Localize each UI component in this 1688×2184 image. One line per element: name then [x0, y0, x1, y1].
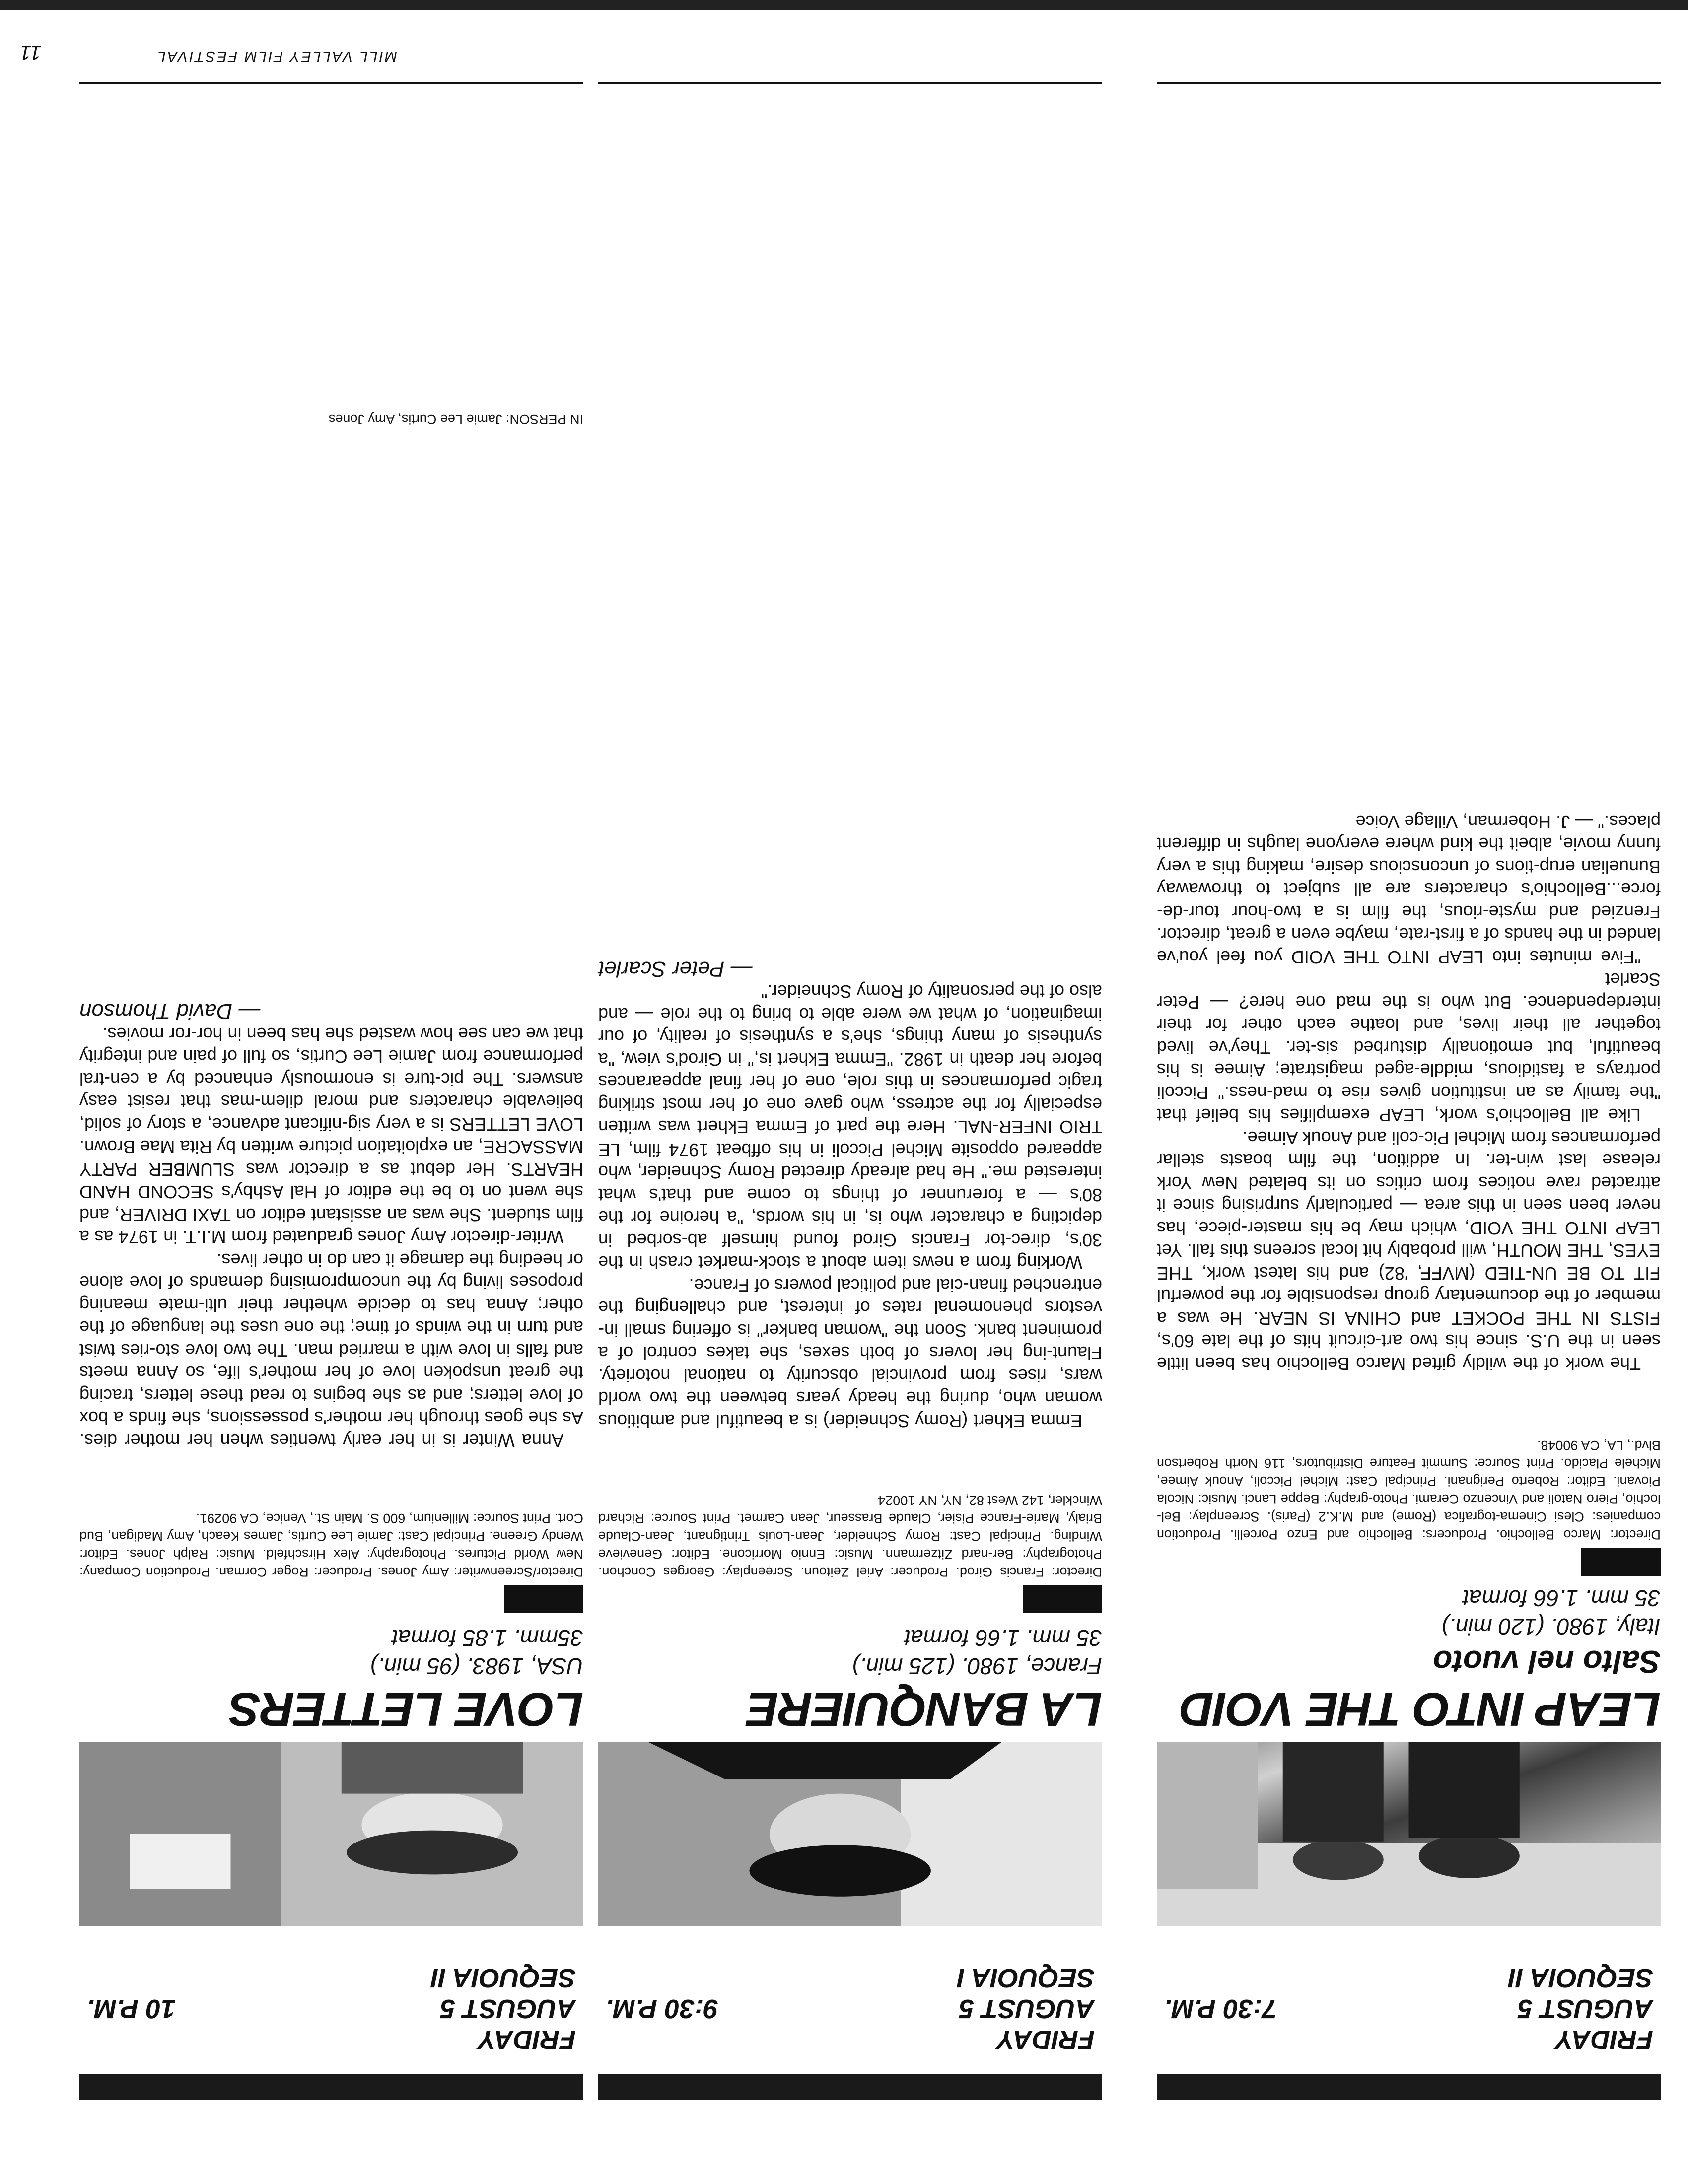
film-credits: Director: Marco Bellochio. Producers: Bellochio and Enzo Porcelli. Production companies: Clesi Cinema-tografica (Rome) and M.K.2 (Paris). Screenplay: Bel-lochio, Piero Natoli and Vincenzo Cerami. Photo-graphy: Beppe Lanci. Music: Nicola Piovani. Editor: Roberto Perignani. Principal Cast: Michel Piccoli, Anouk Aimee, Michele Placido. Print Source: Summit Feature Distributors, 116 North Robertson Blvd., LA, CA 90048.: [1157, 1438, 1661, 1542]
screening-venue: SEQUOIA II: [1508, 1963, 1653, 1993]
credits-marker: [504, 1585, 583, 1613]
column-rule: [79, 82, 583, 84]
screening-time: 10 P.M.: [87, 1994, 176, 2024]
screening-info: [606, 1963, 1095, 2055]
film-review: [79, 1000, 583, 1452]
film-title: LA BANQUIERE: [747, 1683, 1102, 1736]
review-paragraph: Writer-director Amy Jones graduated from M.I.T. in 1974 as a film student. She was an assistant editor on TAXI DRIVER, and she went on to be the editor of Hal Ashby's SECOND HAND HEARTS. Her debut as a director was SLUMBER PARTY MASSACRE, an exploitation picture written by Rita Mae Brown. LOVE LETTERS is a very sig-nificant advance, a story of solid, believable characters and moral dilem-mas that resist easy answers. The pic-ture is enormously enhanced by a cen-tral performance from Jamie Lee Curtis, so full of pain and integrity that we can see how wasted she has been in hor-ror movies.: [79, 1024, 583, 1248]
screening-time: 7:30 P.M.: [1164, 1994, 1277, 2024]
screening-time: 9:30 P.M.: [606, 1994, 719, 2024]
film-format: 35 mm. 1.66 format: [904, 1625, 1102, 1651]
review-paragraph: Emma Ekhert (Romy Schneider) is a beautiful and ambitious woman who, during the heady years between the two world wars, rises from provincial obscurity to national notoriety. Flaunt-ing her lovers of both sexes, she takes control of a prominent bank. Soon the "woman banker" is offering small in-vestors phenomenal rates of interest, and challenging the entrenched finan-cial and political powers of France.: [598, 1275, 1102, 1431]
film-listing-la-banquiere: [598, 0, 1102, 2184]
review-paragraph: Anna Winter is in her early twenties when her mother dies. As she goes through her mother's possessions, she finds a box of love letters; and as she begins to read these letters, tracing the great unspoken love of her mother's life, so Anna meets and falls in love with a married man. The two love sto-ries twist and turn in the winds of time; the one uses the language of the other; Anna has to decide whether their ulti-mate meaning proposes living by the uncompromising demands of love alone or heeding the damage it can do in other lives.: [79, 1250, 583, 1451]
column-header-bar: [1157, 2074, 1661, 2100]
film-format: 35 mm. 1.66 format: [1463, 1585, 1661, 1611]
review-paragraph: Like all Bellochio's work, LEAP exemplifies his belief that "the family as an institution gives rise to mad-ness." Piccoli portrays a fastidious, middle-aged magistrate; Aimee is his beautiful, but emotionally disturbed sis-ter. They've lived together all their lives, and loathe each other for their interdependence. But who is the mad one here? — Peter Scarlet: [1157, 969, 1661, 1126]
screening-venue: SEQUOIA II: [430, 1963, 576, 1993]
film-title: LOVE LETTERS: [229, 1683, 583, 1736]
film-country-year: Italy, 1980. (120 min.): [1441, 1614, 1661, 1639]
credits-marker: [1581, 1548, 1661, 1576]
review-signature: — David Thomson: [79, 999, 261, 1024]
publication-name: MILL VALLEY FILM FESTIVAL: [156, 48, 397, 65]
in-person-note: IN PERSON: Jamie Lee Curtis, Amy Jones: [328, 412, 583, 427]
screening-date: AUGUST 5: [1517, 1994, 1653, 2024]
credits-marker: [1023, 1585, 1102, 1613]
film-country-year: USA, 1983. (95 min.): [370, 1653, 583, 1679]
film-credits: Director: Francis Girod. Producer: Ariel Zeitoun. Screenplay: Georges Conchon. Photography: Ber-nard Zitzermann. Music: Ennio Morricone. Editor: Genevieve Winding. Principal Cast: Romy Schneider, Jean-Louis Trintignant, Jean-Claude Brialy, Marie-France Pisier, Claude Brasseur, Jean Carmet. Print Source: Richard Winckler, 142 West 82, NY, NY 10024: [598, 1493, 1102, 1579]
review-paragraph: "Five minutes into LEAP INTO THE VOID you feel you've landed in the hands of a first-rate, maybe even a great, director. Frenzied and myste-rious, the film is a two-hour tour-de-force...Bellochio's characters are all subject to throwaway Bunuelian erup-tions of unconscious desire, making this a very funny movie, albeit the kind where everyone laughs in different places." — J. Hoberman, Village Voice: [1157, 812, 1661, 967]
page-number: 11: [20, 41, 42, 65]
film-listing-leap-into-the-void: [1157, 0, 1661, 2184]
column-rule: [598, 82, 1102, 84]
column-rule: [1157, 82, 1661, 84]
film-credits: Director/Screenwriter: Amy Jones. Producer: Roger Corman. Production Company: New World Pictures. Photography: Alex Hirschfeld. Music: Ralph Jones. Editor: Wendy Greene. Principal Cast: Jamie Lee Curtis, James Keach, Amy Madigan, Bud Cort. Print Source: Millenium, 600 S. Main St., Venice, CA 90291.: [79, 1511, 583, 1579]
review-paragraph: The work of the wildly gifted Marco Bellochio has been little seen in the U.S. since his two art-circuit hits of the late 60's, FISTS IN THE POCKET and CHINA IS NEAR. He was a member of the documentary group responsible for the powerful FIT TO BE UN-TIED (MVFF, '82) and his latest work, THE EYES, THE MOUTH, will probably hit local screens this fall. Yet LEAP INTO THE VOID, which may be his master-piece, has never been seen in this area — particularly surprising since it attracted rave notices from critics on its belated New York release last win-ter. In addition, the film boasts stellar performances from Michel Pic-coli and Anouk Aimee.: [1157, 1128, 1661, 1374]
review-signature: — Peter Scarlet: [598, 957, 753, 981]
film-still-photo: [79, 1742, 583, 1926]
photo-figures: [1157, 1742, 1661, 1926]
screening-day: FRIDAY: [1555, 2025, 1653, 2054]
screening-info: [87, 1963, 576, 2055]
film-country-year: France, 1980. (125 min.): [852, 1653, 1102, 1679]
film-review: [1157, 811, 1661, 1375]
screening-date: AUGUST 5: [959, 1994, 1095, 2024]
film-format: 35mm. 1.85 format: [391, 1625, 583, 1651]
film-review: [598, 958, 1102, 1433]
screening-date: AUGUST 5: [440, 1994, 576, 2024]
film-listing-love-letters: [79, 0, 583, 2184]
photo-figures: [79, 1742, 583, 1926]
column-header-bar: [79, 2074, 583, 2100]
screening-day: FRIDAY: [478, 2025, 576, 2054]
film-still-photo: [1157, 1742, 1661, 1926]
screening-info: [1164, 1963, 1653, 2055]
film-title: LEAP INTO THE VOID: [1180, 1683, 1661, 1736]
review-paragraph: Working from a news item about a stock-market crash in the 30's, direc-tor Francis Girod found himself ab-sorbed in depicting a character who is, in his words, "a heroine for the 80's — a forerunner of things to come and that's what interested me." He had already directed Romy Schneider, who appeared opposite Michel Piccoli in his offbeat 1974 film, LE TRIO INFER-NAL. Here the part of Emma Ekhert was written especially for the actress, who gave one of her most striking tragic performances in this role, one of her final appearances before her death in 1982. "Emma Ekhert is," in Girod's view, "a synthesis of many things, she's a synthesis of reality, of our imagination, of what we were able to bring to the role — and also of the personality of Romy Schneider.": [598, 981, 1102, 1273]
screening-day: FRIDAY: [997, 2025, 1095, 2054]
film-still-photo: [598, 1742, 1102, 1926]
screening-venue: SEQUOIA I: [957, 1963, 1095, 1993]
column-header-bar: [598, 2074, 1102, 2100]
film-original-title: Salto nel vuoto: [1433, 1644, 1661, 1680]
photo-figures: [598, 1742, 1102, 1926]
